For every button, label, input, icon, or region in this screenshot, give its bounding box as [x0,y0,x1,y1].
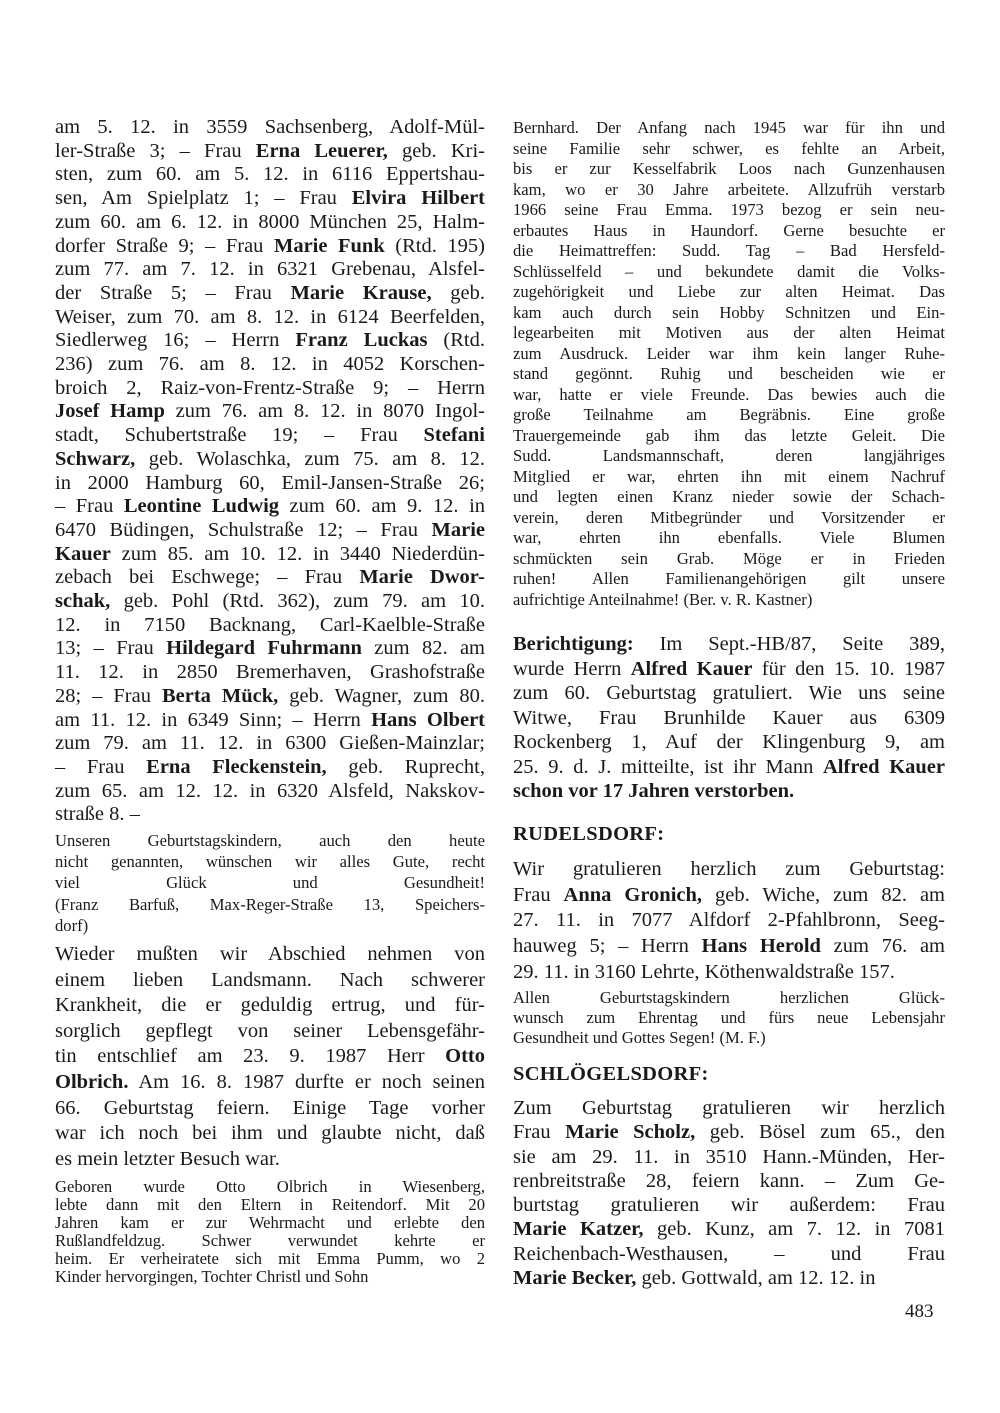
bold-name: Hans Herold [701,935,821,958]
text-line: Wir gratulieren herzlich zum Geburtstag: [513,858,945,880]
text-line: schmückten sein Grab. Möge er in Frieden [513,548,945,568]
text-line: dorf) [55,915,89,935]
text-line: Olbrich. Am 16. 8. 1987 durfte er noch seinen [55,1070,485,1093]
text-line: 27. 11. in 7077 Alfdorf 2-Pfahlbronn, Seeg- [513,909,945,932]
text-line: hauweg 5; – Herrn Hans Herold zum 76. am [513,935,945,958]
text-line: Rußlandfeldzug. Schwer verwundet kehrte er [55,1231,485,1250]
text-line: zum 65. am 12. 12. in 6320 Alsfeld, Nakskov- [55,779,485,802]
text-line: Unseren Geburtstagskindern, auch den heute [55,831,485,850]
text-line: burtstag gratulieren wir außerdem: Frau [513,1194,945,1217]
text-line: Zum Geburtstag gratulieren wir herzlich [513,1097,945,1119]
text-line: zugehörigkeit und Liebe zur alten Heimat. Das [513,282,945,301]
bold-name: Leontine Ludwig [123,495,280,518]
text-line: legearbeiten mit Motiven aus der alten Heimat [513,323,945,342]
text-line: Allen Geburtstagskindern herzlichen Glück- [513,988,945,1007]
bold-name: Berichtigung: [513,633,634,655]
section-heading-schloegelsdorf: SCHLÖGELSDORF: [513,1063,709,1085]
text-line: lebte dann mit den Eltern in Reitendorf. Mit 20 [55,1195,485,1214]
text-line: 28; – Frau Berta Mück, geb. Wagner, zum 80. [55,684,486,707]
bold-name: Schwarz, [55,447,136,470]
text-line: große Teilnahme am Begräbnis. Eine große [513,405,945,424]
bold-name: Marie Scholz, [565,1121,696,1144]
bold-name: Marie Funk [273,234,385,257]
text-line: Trauergemeinde gab ihm das letzte Geleit. Die [513,425,945,445]
section-heading-rudelsdorf: RUDELSDORF: [513,823,665,845]
text-line: es mein letzter Besuch war. [55,1147,280,1170]
text-line: Frau Anna Gronich, geb. Wiche, zum 82. am [513,883,945,906]
text-line: war, ehrten ihn ebenfalls. Viele Blumen [513,528,945,547]
text-line: zum 77. am 7. 12. in 6321 Grebenau, Alsfel- [55,258,485,281]
text-line: 1966 seine Frau Emma. 1973 bezog er sein neu- [513,200,945,219]
text-line: Sudd. Landsmannschaft, deren langjähriges [513,446,945,465]
text-line: kam auch durch sein Hobby Schnitzen und Ein- [513,302,945,322]
text-line: sorglich gepflegt von seiner Lebensgefähr- [55,1019,485,1042]
text-line: war ich noch bei ihm und glaubte nicht, daß [55,1122,485,1145]
text-line: sie am 29. 11. in 3510 Hann.-Münden, Her- [513,1145,945,1168]
bold-name: Marie Katzer, [513,1218,644,1241]
bold-name: Hildegard Fuhrmann [166,637,362,660]
bold-name: Berta Mück, [161,684,279,707]
text-line: Josef Hamp zum 76. am 8. 12. in 8070 Ingol- [55,400,486,423]
text-line: ler-Straße 3; – Frau Erna Leuerer, geb. Kri- [55,139,485,162]
text-line: straße 8. – [55,803,140,826]
text-line: einem lieben Landsmann. Nach schwerer [55,968,485,991]
text-line: Krankheit, die er geduldig ertrug, und für- [55,994,485,1017]
birthday-list-paragraph [55,116,485,827]
text-line: der Straße 5; – Frau Marie Krause, geb. [55,281,485,304]
text-line: war, hatte er viele Freunde. Das bewies auch die [513,384,945,404]
text-line: stadt, Schubertstraße 19; – Frau Stefani [55,424,485,447]
bold-name: Marie Krause, [290,281,432,304]
text-line: Gesundheit und Gottes Segen! (M. F.) [513,1028,766,1047]
text-line: – Frau Erna Fleckenstein, geb. Ruprecht, [55,755,485,778]
text-line: 12. in 7150 Backnang, Carl-Kaelble-Straße [55,613,485,636]
bold-name: Erna Fleckenstein, [146,755,327,778]
text-line: Marie Katzer, geb. Kunz, am 7. 12. in 7081 [513,1218,945,1241]
text-line: – Frau Leontine Ludwig zum 60. am 9. 12. in [55,495,486,518]
page-number: 483 [905,1301,934,1322]
text-line: zum Ausdruck. Leider war ihm kein langer Ruhe- [513,343,945,363]
text-line: zebach bei Eschwege; – Frau Marie Dwor- [55,566,485,589]
text-line: Schlüsselfeld – und bekundete damit die Volks- [513,261,945,281]
text-line: Rockenberg 1, Auf der Klingenburg 9, am [513,731,945,753]
text-line: 13; – Frau Hildegard Fuhrmann zum 82. am [55,637,485,660]
obituary-biography-paragraph [55,1178,485,1286]
bold-name: Hans Olbert [371,708,485,731]
bold-name: Stefani [423,424,485,447]
schloegelsdorf-birthdays-paragraph [513,1096,945,1290]
text-line: kam, wo er 30 Jahre arbeitete. Allzufrüh verstarb [513,179,945,199]
birthday-wishes-paragraph [55,830,485,936]
text-line: Witwe, Frau Brunhilde Kauer aus 6309 [513,706,945,729]
text-line: 66. Geburtstag feiern. Einige Tage vorher [55,1096,485,1119]
text-line: seine Familie sehr schwer, es fehlte an Arbeit, [513,138,945,158]
text-line: aufrichtige Anteilnahme! (Ber. v. R. Kastner) [513,589,813,609]
text-line: viel Glück und Gesundheit! [55,873,485,893]
rudelsdorf-birthdays-paragraph [513,857,945,986]
text-line: bis er zur Kesselfabrik Loos nach Gunzenhausen [513,159,945,178]
text-line: 6470 Büdingen, Schulstraße 12; – Frau Marie [55,518,485,541]
text-line: sten, zum 60. am 5. 12. in 6116 Eppertshau- [55,163,485,186]
text-line [513,779,945,804]
bold-name: Olbrich. [55,1070,129,1093]
text-line: renbreitstraße 28, feiern kann. – Zum Ge- [513,1169,945,1192]
text-line: (Franz Barfuß, Max-Reger-Straße 13, Speichers- [55,894,485,914]
text-line: Kauer zum 85. am 10. 12. in 3440 Niederdün- [55,542,485,565]
bold-name: Erna Leuerer, [255,139,388,162]
text-line: Wieder mußten wir Abschied nehmen von [55,943,485,965]
rudelsdorf-wishes-paragraph [513,988,945,1048]
text-line: am 5. 12. in 3559 Sachsenberg, Adolf-Mül- [55,116,485,138]
bold-name: schak, [55,590,111,613]
text-line: nicht genannten, wünschen wir alles Gute, recht [55,852,485,872]
correction-paragraph [513,632,945,804]
text-line: broich 2, Raiz-von-Frentz-Straße 9; – Herrn [55,376,485,399]
text-line: wunsch zum Ehrentag und fürs neue Lebensjahr [513,1008,945,1027]
bold-name: Kauer [55,542,111,565]
bold-name: Alfred Kauer [823,755,945,778]
text-line: erbautes Haus in Haundorf. Gerne besuchte er [513,220,945,240]
bold-name: Marie Dwor- [359,566,485,589]
text-line: Bernhard. Der Anfang nach 1945 war für ihn und [513,118,945,137]
text-line: wurde Herrn Alfred Kauer für den 15. 10. 1987 [513,657,945,680]
bold-name: Marie [431,518,485,541]
bold-name: Franz Luckas [295,329,428,352]
text-line: zum 60. Geburtstag gratuliert. Wie uns seine [513,682,945,704]
text-line: Mitglied er war, ehrten ihn mit einem Nachruf [513,466,945,486]
text-line: am 11. 12. in 6349 Sinn; – Herrn Hans Olbert [55,708,485,731]
text-line: Reichenbach-Westhausen, – und Frau [513,1242,945,1265]
bold-name: Otto [445,1045,485,1068]
bold-name: Elvira Hilbert [351,187,485,210]
text-line: Frau Marie Scholz, geb. Bösel zum 65., den [513,1121,945,1144]
text-line: Siedlerweg 16; – Herrn Franz Luckas (Rtd. [55,329,485,352]
bold-name: Marie Becker, [513,1267,637,1290]
text-line: 11. 12. in 2850 Bremerhaven, Grashofstraße [55,661,485,684]
text-line: zum 79. am 11. 12. in 6300 Gießen-Mainzlar; [55,732,485,755]
text-line: die Heimattreffen: Sudd. Tag – Bad Hersfeld- [513,241,945,260]
bold-name: Alfred Kauer [630,657,753,680]
text-line: Geboren wurde Otto Olbrich in Wiesenberg, [55,1177,485,1196]
text-line: dorfer Straße 9; – Frau Marie Funk (Rtd. 195) [55,234,485,257]
text-line: schak, geb. Pohl (Rtd. 362), zum 79. am 10. [55,590,485,613]
obituary-continuation-paragraph [513,118,945,610]
text-line: verein, deren Mitbegründer und Vorsitzender er [513,507,945,527]
bold-name: schon vor 17 Jahren verstorben. [513,780,795,802]
text-line: Marie Becker, geb. Gottwald, am 12. 12. in [513,1267,876,1290]
text-line: zum 60. am 6. 12. in 8000 München 25, Halm- [55,210,485,233]
text-line: und legten einen Kranz nieder sowie der Schach- [513,487,945,506]
text-line: Kinder hervorgingen, Tochter Christl und Sohn [55,1267,369,1286]
obituary-intro-paragraph [55,942,485,1172]
text-line: 29. 11. in 3160 Lehrte, Köthenwaldstraße 157. [513,960,895,983]
text-line: Berichtigung: Im Sept.-HB/87, Seite 389, [513,633,945,655]
text-line: in 2000 Hamburg 60, Emil-Jansen-Straße 26; [55,471,485,494]
text-line: Schwarz, geb. Wolaschka, zum 75. am 8. 12. [55,447,485,470]
text-line: heim. Er verheiratete sich mit Emma Pumm, wo 2 [55,1249,485,1268]
text-line: sen, Am Spielplatz 1; – Frau Elvira Hilbert [55,187,485,210]
text-line: tin entschlief am 23. 9. 1987 Herr Otto [55,1045,485,1068]
text-line: Jahren kam er zur Wehrmacht und erlebte den [55,1213,485,1232]
text-line: 236) zum 76. am 8. 12. in 4052 Korschen- [55,353,485,376]
text-line: 25. 9. d. J. mitteilte, ist ihr Mann Alfred Kauer [513,755,945,778]
text-line: stand gegönnt. Ruhig und bescheiden wie er [513,364,945,383]
text-line: ruhen! Allen Familienangehörigen gilt unsere [513,569,945,588]
bold-name: Anna Gronich, [563,883,703,906]
text-line: Weiser, zum 70. am 8. 12. in 6124 Beerfelden, [55,305,485,328]
bold-name: Josef Hamp [55,400,165,423]
